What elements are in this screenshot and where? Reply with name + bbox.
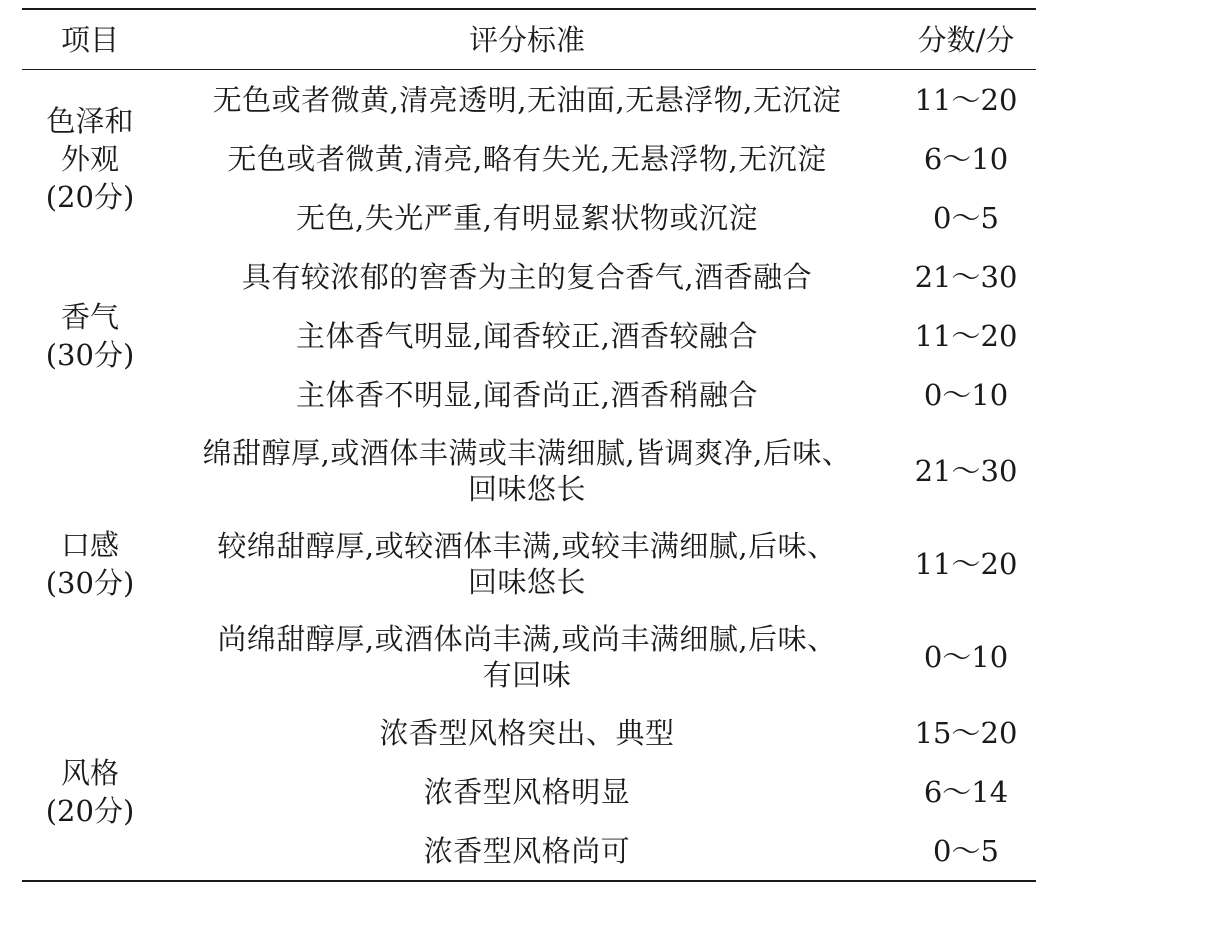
item-line: 香气 (60, 299, 119, 334)
item-cell-style (22, 703, 158, 881)
criteria-line: 有回味 (482, 657, 572, 692)
criteria-line: 绵甜醇厚,或酒体丰满或丰满细腻,皆调爽净,后味、 (202, 435, 852, 470)
scoring-table (22, 8, 1036, 882)
criteria-line: 较绵甜醇厚,或较酒体丰满,或较丰满细腻,后味、 (217, 528, 837, 563)
item-line: (20分) (45, 179, 135, 214)
criteria-cell (158, 610, 896, 703)
table-body (22, 70, 1036, 882)
criteria-cell: 浓香型风格明显 (423, 774, 631, 809)
item-line: 风格 (60, 755, 119, 790)
criteria-cell: 浓香型风格突出、典型 (379, 715, 675, 750)
criteria-cell (158, 424, 896, 517)
table-row (22, 517, 1036, 610)
criteria-line: 尚绵甜醇厚,或酒体尚丰满,或尚丰满细腻,后味、 (217, 621, 837, 656)
item-line: 色泽和 (46, 103, 134, 138)
item-cell-aroma (22, 247, 158, 424)
score-cell: 0～10 (923, 639, 1009, 674)
table-row (22, 129, 1036, 188)
criteria-cell: 具有较浓郁的窖香为主的复合香气,酒香融合 (241, 259, 813, 294)
score-cell: 11～20 (914, 82, 1018, 117)
table-row (22, 365, 1036, 424)
header-criteria: 评分标准 (468, 22, 585, 57)
score-cell: 0～5 (933, 833, 999, 868)
table-row (22, 703, 1036, 762)
item-cell-taste (22, 424, 158, 703)
table-row (22, 762, 1036, 821)
header-score: 分数/分 (917, 22, 1015, 57)
criteria-cell: 浓香型风格尚可 (423, 833, 631, 868)
score-cell: 15～20 (914, 715, 1018, 750)
table-row (22, 306, 1036, 365)
score-cell: 0～10 (923, 377, 1009, 412)
score-cell: 0～5 (933, 200, 999, 235)
criteria-line: 回味悠长 (467, 564, 586, 599)
header-row (22, 9, 1036, 70)
item-line: 口感 (60, 527, 119, 562)
item-line: 外观 (60, 141, 119, 176)
score-cell: 21～30 (914, 259, 1018, 294)
criteria-cell: 无色或者微黄,清亮透明,无油面,无悬浮物,无沉淀 (212, 82, 842, 117)
score-cell: 6～14 (923, 774, 1009, 809)
table-row (22, 188, 1036, 247)
item-line: (20分) (45, 793, 135, 828)
header-item: 项目 (60, 22, 119, 57)
criteria-cell (158, 517, 896, 610)
criteria-line: 回味悠长 (467, 471, 586, 506)
table-row (22, 610, 1036, 703)
table-row (22, 424, 1036, 517)
score-cell: 21～30 (914, 453, 1018, 488)
item-line: (30分) (45, 565, 135, 600)
criteria-cell: 主体香不明显,闻香尚正,酒香稍融合 (296, 377, 758, 412)
criteria-cell: 无色或者微黄,清亮,略有失光,无悬浮物,无沉淀 (227, 141, 827, 176)
table-row (22, 821, 1036, 881)
score-cell: 6～10 (923, 141, 1009, 176)
score-cell: 11～20 (914, 318, 1018, 353)
criteria-cell: 主体香气明显,闻香较正,酒香较融合 (296, 318, 758, 353)
table-row (22, 70, 1036, 130)
scoring-table-wrapper (22, 8, 1036, 882)
table-row (22, 247, 1036, 306)
score-cell: 11～20 (914, 546, 1018, 581)
item-cell-appearance (22, 70, 158, 248)
criteria-cell: 无色,失光严重,有明显絮状物或沉淀 (296, 200, 758, 235)
item-line: (30分) (45, 337, 135, 372)
table-header (22, 9, 1036, 70)
